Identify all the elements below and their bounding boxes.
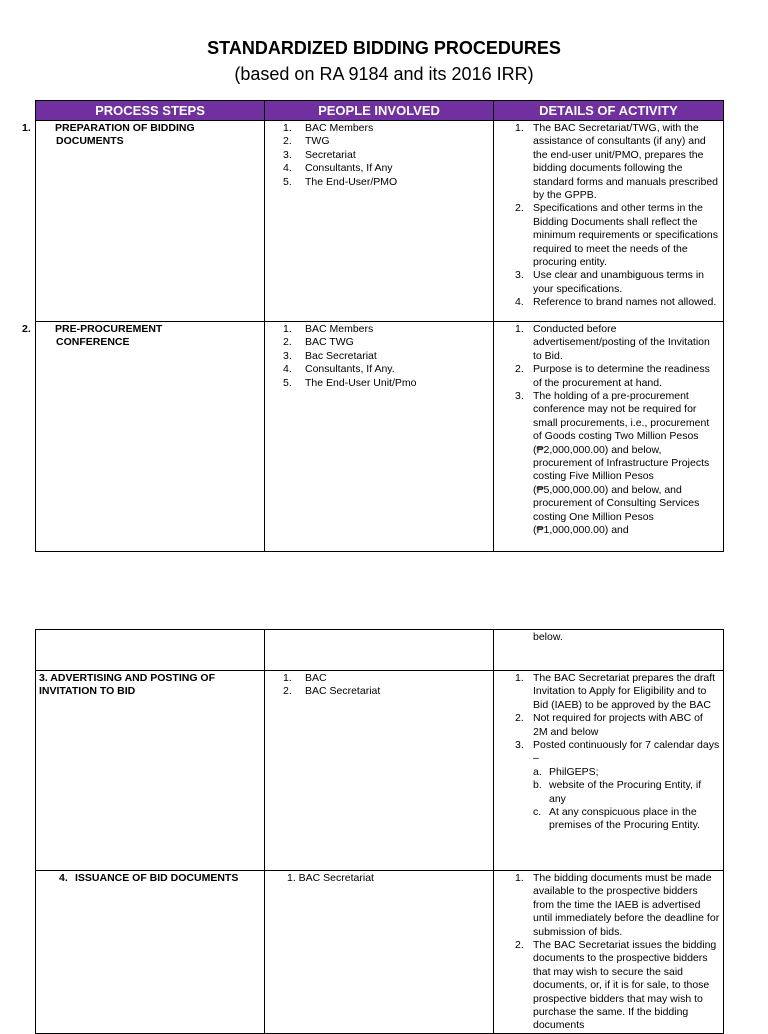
- details-cell: [494, 121, 724, 322]
- list-item: 2. Purpose is to determine the readiness of the procurement at hand.: [515, 363, 710, 389]
- list-item: 3. Bac Secretariat: [283, 349, 377, 362]
- people-cell: [265, 671, 494, 871]
- document-subtitle: (based on RA 9184 and its 2016 IRR): [234, 64, 534, 84]
- list-item: 4. Consultants, If Any.: [283, 363, 395, 376]
- sub-list: [533, 766, 720, 833]
- people-cell: [265, 322, 494, 552]
- step-title: 1. PREPARATION OF BIDDING DOCUMENTS: [22, 122, 195, 148]
- people-cell: [265, 121, 494, 322]
- step-cell: [36, 671, 265, 871]
- details-cell: [494, 871, 724, 1034]
- list-item: 5. The End-User Unit/Pmo: [283, 376, 417, 389]
- step-title: 4. ISSUANCE OF BID DOCUMENTS: [59, 872, 239, 884]
- step-title: 3. ADVERTISING AND POSTING OF INVITATION TO BID: [39, 672, 216, 698]
- document-title: STANDARDIZED BIDDING PROCEDURES: [207, 38, 561, 58]
- table-row: [36, 671, 724, 871]
- list-item: 3. Posted continuously for 7 calendar days – a. PhilGEPS; b. website of the Procuring Entity, if any c. At any conspicuous place in the premises of the Procuring Entity.: [515, 739, 720, 832]
- procedures-table-part-1: [22, 100, 724, 552]
- list-item: 1. Conducted before advertisement/posting of the Invitation to Bid.: [515, 323, 710, 362]
- step-cell: [36, 630, 265, 671]
- list-item: 1. The BAC Secretariat prepares the draft Invitation to Apply for Eligibility and to Bid (IAEB) to be approved by the BAC: [515, 672, 716, 711]
- details-list: [497, 323, 720, 538]
- details-list: [497, 122, 720, 310]
- step-cell: [22, 322, 265, 552]
- list-item: b. website of the Procuring Entity, if any: [533, 779, 702, 805]
- people-list: [268, 122, 490, 189]
- list-item: 4. Reference to brand names not allowed.: [515, 296, 717, 309]
- list-item: c. At any conspicuous place in the premises of the Procuring Entity.: [533, 806, 700, 832]
- list-item: 5. The End-User/PMO: [283, 175, 398, 188]
- table-row: [36, 121, 724, 322]
- details-cell: [494, 630, 724, 671]
- people-cell: [265, 630, 494, 671]
- header-details-of-activity: DETAILS OF ACTIVITY: [494, 101, 724, 121]
- list-item: 2. TWG: [283, 135, 330, 148]
- table-header-row: [36, 101, 724, 121]
- people-list: [268, 323, 490, 390]
- procedures-table-part-2: [35, 629, 724, 1034]
- people-cell: [265, 871, 494, 1034]
- list-item: 2. The BAC Secretariat issues the bidding documents to the prospective bidders that may wish to secure the said documents, or, if it is for sale, to those prospective bidders that may wish to purchase the same. If the bidding documents: [515, 939, 717, 1032]
- list-item: 2. BAC TWG: [283, 336, 354, 349]
- details-list: [497, 872, 720, 1033]
- list-item: 2. Specifications and other terms in the Bidding Documents shall reflect the minimum requirements or specifications required to meet the needs of the procuring entity.: [515, 202, 718, 269]
- list-item: 1. BAC Members: [283, 122, 374, 134]
- step-cell: [36, 871, 265, 1034]
- list-item: 3. The holding of a pre-procurement conference may not be required for small procurements, i.e., procurement of Goods costing Two Million Pesos (₱2,000,000.00) and below, procurement of Infrastructure Projects costing Five Million Pesos (₱5,000,000.00) and below, and procurement of Consulting Services costing One Million Pesos (₱1,000,000.00) and: [515, 390, 710, 537]
- table-row: [36, 871, 724, 1034]
- continued-text: below.: [533, 631, 563, 643]
- list-item: 4. Consultants, If Any: [283, 162, 393, 175]
- list-item: a. PhilGEPS;: [533, 765, 599, 778]
- step-title: 2. PRE-PROCUREMENT CONFERENCE: [22, 323, 163, 349]
- people-list: [268, 672, 490, 699]
- list-item: 1. The bidding documents must be made available to the prospective bidders from the time the IAEB is advertised until immediately before the deadline for submission of bids.: [515, 872, 720, 938]
- details-cell: [494, 322, 724, 552]
- list-item: 2. Not required for projects with ABC of 2M and below: [515, 712, 703, 738]
- header-people-involved: PEOPLE INVOLVED: [265, 101, 494, 121]
- list-item: 3. Use clear and unambiguous terms in your specifications.: [515, 269, 705, 295]
- list-item: 1. The BAC Secretariat/TWG, with the assistance of consultants (if any) and the end-user unit/PMO, prepares the bidding documents following the standard forms and manuals prescribed by the GPPB.: [515, 122, 719, 202]
- list-item: 1. BAC: [283, 672, 327, 684]
- table-row: [36, 322, 724, 552]
- details-cell: [494, 671, 724, 871]
- step-cell: [22, 121, 265, 322]
- list-item: 1. BAC Members: [283, 323, 374, 335]
- header-process-steps: PROCESS STEPS: [36, 101, 265, 121]
- list-item: 3. Secretariat: [283, 148, 356, 161]
- details-list: [497, 672, 720, 833]
- list-item: 1. BAC Secretariat: [287, 872, 374, 884]
- table-row: [36, 630, 724, 671]
- list-item: 2. BAC Secretariat: [283, 685, 381, 698]
